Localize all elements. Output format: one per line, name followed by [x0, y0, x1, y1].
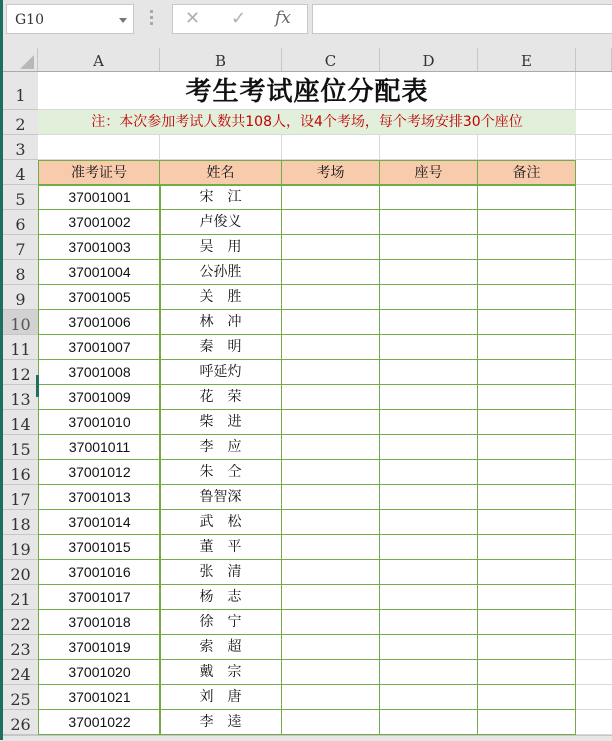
gridline — [576, 409, 612, 410]
cell-remarks[interactable] — [477, 309, 576, 335]
cell-seat-number[interactable] — [379, 359, 478, 385]
gridline — [576, 334, 612, 335]
row-header-11[interactable]: 11 — [3, 335, 38, 360]
row-header-12[interactable]: 12 — [3, 360, 38, 385]
cell-remarks[interactable] — [477, 434, 576, 460]
gridline — [576, 284, 612, 285]
cell-name[interactable]: 宋 江 — [159, 184, 282, 210]
cell-exam-room[interactable] — [281, 309, 380, 335]
gridline — [576, 584, 612, 585]
cell-exam-room[interactable] — [281, 184, 380, 210]
name-box[interactable] — [6, 4, 134, 34]
cell-remarks[interactable] — [477, 334, 576, 360]
row-header-7[interactable]: 7 — [3, 235, 38, 260]
row-header-6[interactable]: 6 — [3, 210, 38, 235]
cell-name[interactable]: 董 平 — [159, 534, 282, 560]
cell-remarks[interactable] — [477, 184, 576, 210]
row-header-23[interactable]: 23 — [3, 635, 38, 660]
cell-remarks[interactable] — [477, 559, 576, 585]
row-header-21[interactable]: 21 — [3, 585, 38, 610]
cell-exam-id[interactable]: 37001012 — [38, 459, 161, 485]
cell-seat-number[interactable] — [379, 709, 478, 735]
gridline — [576, 684, 612, 685]
cell-remarks[interactable] — [477, 709, 576, 735]
row-header-13[interactable]: 13 — [3, 385, 38, 410]
cell-name[interactable]: 戴 宗 — [159, 659, 282, 685]
column-header-c[interactable]: C — [282, 48, 380, 72]
cell-remarks[interactable] — [477, 534, 576, 560]
gridline — [576, 184, 612, 185]
gridline — [576, 134, 612, 135]
column-header-a[interactable]: A — [38, 48, 160, 72]
cell-remarks[interactable] — [477, 259, 576, 285]
gridline — [477, 135, 478, 160]
cell-name[interactable]: 柴 进 — [159, 409, 282, 435]
gridline — [38, 134, 612, 135]
formula-buttons — [172, 4, 308, 34]
cell-exam-id[interactable]: 37001007 — [38, 334, 161, 360]
row-header-1[interactable]: 1 — [3, 72, 38, 110]
cell-remarks[interactable] — [477, 509, 576, 535]
gridline — [576, 209, 612, 210]
gridline — [576, 484, 612, 485]
cell-remarks[interactable] — [477, 284, 576, 310]
cell-name[interactable]: 吴 用 — [159, 234, 282, 260]
cell-exam-room[interactable] — [281, 209, 380, 235]
row-header-26[interactable]: 26 — [3, 710, 38, 735]
cell-remarks[interactable] — [477, 634, 576, 660]
cell-exam-id[interactable]: 37001021 — [38, 684, 161, 710]
cancel-icon[interactable]: ✕ — [185, 8, 201, 28]
cell-remarks[interactable] — [477, 584, 576, 610]
cell-seat-number[interactable] — [379, 334, 478, 360]
cell-exam-id[interactable]: 37001015 — [38, 534, 161, 560]
cell-seat-number[interactable] — [379, 184, 478, 210]
cell-exam-room[interactable] — [281, 459, 380, 485]
cell-name[interactable]: 武 松 — [159, 509, 282, 535]
sheet-title[interactable]: 考生考试座位分配表 — [185, 77, 429, 107]
cell-seat-number[interactable] — [379, 309, 478, 335]
cell-exam-room[interactable] — [281, 259, 380, 285]
cell-name[interactable]: 张 清 — [159, 559, 282, 585]
cell-seat-number[interactable] — [379, 234, 478, 260]
cell-name[interactable]: 鲁智深 — [159, 484, 282, 510]
cell-exam-room[interactable] — [281, 384, 380, 410]
cell-exam-id[interactable]: 37001008 — [38, 359, 161, 385]
selection-indicator — [36, 375, 39, 397]
row-header-14[interactable]: 14 — [3, 410, 38, 435]
cell-name[interactable]: 李 应 — [159, 434, 282, 460]
gridline — [576, 109, 612, 110]
row-header-5[interactable]: 5 — [3, 185, 38, 210]
header-cell-1[interactable]: 准考证号 — [38, 160, 160, 186]
gridline — [576, 634, 612, 635]
cell-exam-id[interactable]: 37001004 — [38, 259, 161, 285]
row-header-16[interactable]: 16 — [3, 460, 38, 485]
cell-name[interactable]: 关 胜 — [159, 284, 282, 310]
header-cell-4[interactable]: 座号 — [379, 160, 478, 186]
cell-name[interactable]: 徐 宁 — [159, 609, 282, 635]
header-cell-5[interactable]: 备注 — [477, 160, 576, 186]
cell-remarks[interactable] — [477, 684, 576, 710]
cell-name[interactable]: 花 荣 — [159, 384, 282, 410]
cell-exam-room[interactable] — [281, 234, 380, 260]
cell-seat-number[interactable] — [379, 409, 478, 435]
cell-exam-room[interactable] — [281, 684, 380, 710]
cell-exam-room[interactable] — [281, 409, 380, 435]
cell-seat-number[interactable] — [379, 659, 478, 685]
gridline — [159, 135, 160, 160]
cell-remarks[interactable] — [477, 209, 576, 235]
cell-exam-id[interactable]: 37001005 — [38, 284, 161, 310]
cell-exam-id[interactable]: 37001010 — [38, 409, 161, 435]
cell-seat-number[interactable] — [379, 684, 478, 710]
cell-exam-id[interactable]: 37001017 — [38, 584, 161, 610]
cell-exam-id[interactable]: 37001014 — [38, 509, 161, 535]
cell-seat-number[interactable] — [379, 459, 478, 485]
cell-exam-id[interactable]: 37001022 — [38, 709, 161, 735]
cell-name[interactable]: 杨 志 — [159, 584, 282, 610]
cell-name[interactable]: 卢俊义 — [159, 209, 282, 235]
cell-seat-number[interactable] — [379, 584, 478, 610]
cell-name[interactable]: 秦 明 — [159, 334, 282, 360]
cell-exam-id[interactable]: 37001006 — [38, 309, 161, 335]
cell-exam-room[interactable] — [281, 584, 380, 610]
cell-seat-number[interactable] — [379, 559, 478, 585]
row-header-4[interactable]: 4 — [3, 160, 38, 185]
cell-exam-room[interactable] — [281, 709, 380, 735]
gridline — [576, 659, 612, 660]
row-header-8[interactable]: 8 — [3, 260, 38, 285]
cell-seat-number[interactable] — [379, 284, 478, 310]
gridline — [576, 384, 612, 385]
gridline — [576, 259, 612, 260]
cell-seat-number[interactable] — [379, 509, 478, 535]
row-header-19[interactable]: 19 — [3, 535, 38, 560]
cell-name[interactable]: 朱 仝 — [159, 459, 282, 485]
select-all-button[interactable] — [3, 48, 38, 72]
cell-exam-room[interactable] — [281, 509, 380, 535]
cell-seat-number[interactable] — [379, 209, 478, 235]
cell-remarks[interactable] — [477, 609, 576, 635]
gridline — [281, 135, 282, 160]
cell-exam-room[interactable] — [281, 559, 380, 585]
row-header-22[interactable]: 22 — [3, 610, 38, 635]
cell-exam-id[interactable]: 37001009 — [38, 384, 161, 410]
scrollbar-area[interactable] — [3, 735, 612, 741]
gridline — [576, 159, 612, 160]
row-header-17[interactable]: 17 — [3, 485, 38, 510]
cell-remarks[interactable] — [477, 484, 576, 510]
gridline — [576, 309, 612, 310]
row-header-18[interactable]: 18 — [3, 510, 38, 535]
cell-remarks[interactable] — [477, 359, 576, 385]
column-header-d[interactable]: D — [380, 48, 478, 72]
cell-exam-id[interactable]: 37001003 — [38, 234, 161, 260]
cell-seat-number[interactable] — [379, 384, 478, 410]
gridline — [576, 459, 612, 460]
cell-exam-id[interactable]: 37001011 — [38, 434, 161, 460]
cell-exam-room[interactable] — [281, 659, 380, 685]
cell-exam-room[interactable] — [281, 334, 380, 360]
cell-seat-number[interactable] — [379, 434, 478, 460]
row-header-15[interactable]: 15 — [3, 435, 38, 460]
row-header-10[interactable]: 10 — [3, 310, 38, 335]
gridline — [576, 509, 612, 510]
cell-remarks[interactable] — [477, 659, 576, 685]
cell-name[interactable]: 公孙胜 — [159, 259, 282, 285]
cell-exam-id[interactable]: 37001019 — [38, 634, 161, 660]
row-header-24[interactable]: 24 — [3, 660, 38, 685]
cell-exam-id[interactable]: 37001016 — [38, 559, 161, 585]
gridline — [576, 434, 612, 435]
header-cell-2[interactable]: 姓名 — [159, 160, 282, 186]
formula-input[interactable] — [312, 4, 612, 34]
gridline — [576, 609, 612, 610]
spreadsheet-grid[interactable] — [38, 72, 612, 740]
column-header-b[interactable]: B — [160, 48, 282, 72]
name-box-value[interactable]: G10 — [15, 12, 44, 28]
gridline — [576, 534, 612, 535]
cell-name[interactable]: 索 超 — [159, 634, 282, 660]
cell-seat-number[interactable] — [379, 634, 478, 660]
row-header-9[interactable]: 9 — [3, 285, 38, 310]
cell-exam-room[interactable] — [281, 534, 380, 560]
cell-seat-number[interactable] — [379, 259, 478, 285]
row-header-2[interactable]: 2 — [3, 110, 38, 135]
cell-exam-id[interactable]: 37001002 — [38, 209, 161, 235]
select-all-icon — [20, 55, 34, 69]
cell-remarks[interactable] — [477, 459, 576, 485]
column-header-e[interactable]: E — [478, 48, 576, 72]
cell-remarks[interactable] — [477, 384, 576, 410]
cell-seat-number[interactable] — [379, 534, 478, 560]
cell-name[interactable]: 呼延灼 — [159, 359, 282, 385]
header-cell-3[interactable]: 考场 — [281, 160, 380, 186]
column-header-f[interactable] — [576, 48, 612, 72]
cell-exam-id[interactable]: 37001020 — [38, 659, 161, 685]
cell-exam-room[interactable] — [281, 359, 380, 385]
row-header-3[interactable]: 3 — [3, 135, 38, 160]
cell-seat-number[interactable] — [379, 609, 478, 635]
fx-icon[interactable]: fx — [275, 8, 291, 28]
gridline — [379, 135, 380, 160]
check-icon[interactable]: ✓ — [231, 8, 247, 28]
chevron-down-icon[interactable] — [119, 18, 127, 23]
cell-name[interactable]: 李 逵 — [159, 709, 282, 735]
cell-exam-id[interactable]: 37001001 — [38, 184, 161, 210]
gridline — [576, 234, 612, 235]
gridline — [576, 709, 612, 710]
cell-exam-room[interactable] — [281, 434, 380, 460]
cell-exam-id[interactable]: 37001018 — [38, 609, 161, 635]
cell-seat-number[interactable] — [379, 484, 478, 510]
sheet-note[interactable]: 注：本次参加考试人数共108人，设4个考场，每个考场安排30个座位 — [38, 110, 576, 134]
cell-name[interactable]: 林 冲 — [159, 309, 282, 335]
cell-exam-room[interactable] — [281, 634, 380, 660]
cell-name[interactable]: 刘 唐 — [159, 684, 282, 710]
cell-exam-id[interactable]: 37001013 — [38, 484, 161, 510]
cell-exam-room[interactable] — [281, 609, 380, 635]
row-header-20[interactable]: 20 — [3, 560, 38, 585]
gridline — [576, 559, 612, 560]
row-header-25[interactable]: 25 — [3, 685, 38, 710]
gridline — [576, 359, 612, 360]
cell-exam-room[interactable] — [281, 484, 380, 510]
cell-exam-room[interactable] — [281, 284, 380, 310]
cell-remarks[interactable] — [477, 234, 576, 260]
grip-icon[interactable] — [150, 10, 153, 28]
cell-remarks[interactable] — [477, 409, 576, 435]
